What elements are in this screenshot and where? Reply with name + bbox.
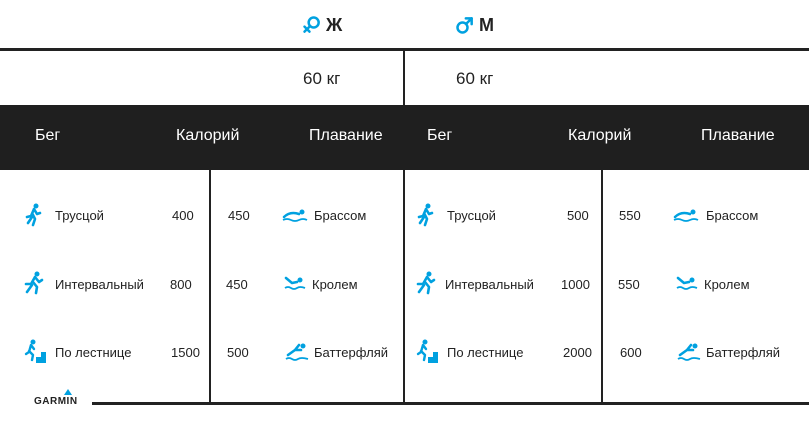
jogging-icon xyxy=(416,203,436,227)
male-run-header: Бег xyxy=(427,127,453,144)
interval-running-icon xyxy=(416,271,436,295)
jogging-icon xyxy=(24,203,44,227)
female-swim-calories-3: 500 xyxy=(227,345,249,360)
male-run-calories-3: 2000 xyxy=(563,345,592,360)
female-run-calories-2: 800 xyxy=(170,277,192,292)
female-header xyxy=(302,10,342,40)
male-column-divider xyxy=(601,170,603,404)
garmin-logo xyxy=(34,396,78,407)
female-column-divider xyxy=(209,170,211,404)
female-run-label-1: Трусцой xyxy=(55,208,104,223)
butterfly-icon xyxy=(677,341,701,361)
male-run-calories-2: 1000 xyxy=(561,277,590,292)
breaststroke-icon xyxy=(673,208,699,222)
male-swim-calories-2: 550 xyxy=(618,277,640,292)
male-swim-calories-1: 550 xyxy=(619,208,641,223)
male-header xyxy=(455,10,494,40)
male-swim-header: Плавание xyxy=(701,127,775,144)
female-symbol-icon xyxy=(302,13,322,37)
female-calories-header: Калорий xyxy=(176,127,240,144)
male-run-label-3: По лестнице xyxy=(447,345,524,360)
female-run-header: Бег xyxy=(35,127,61,144)
female-run-calories-3: 1500 xyxy=(171,345,200,360)
female-run-calories-1: 400 xyxy=(172,208,194,223)
gender-divider xyxy=(403,170,405,404)
header-band xyxy=(0,105,809,170)
female-run-label-2: Интервальный xyxy=(55,277,144,292)
male-run-calories-1: 500 xyxy=(567,208,589,223)
male-swim-calories-3: 600 xyxy=(620,345,642,360)
male-swim-label-1: Брассом xyxy=(706,208,759,223)
female-run-label-3: По лестнице xyxy=(55,345,132,360)
female-label: Ж xyxy=(326,14,343,35)
stairs-running-icon xyxy=(24,339,50,363)
breaststroke-icon xyxy=(282,208,308,222)
butterfly-icon xyxy=(285,341,309,361)
male-run-label-2: Интервальный xyxy=(445,277,534,292)
male-calories-header: Калорий xyxy=(568,127,632,144)
female-weight: 60 кг xyxy=(303,69,341,88)
crawl-icon xyxy=(284,275,306,291)
female-swim-label-2: Кролем xyxy=(312,277,358,292)
weight-divider xyxy=(403,50,405,105)
female-swim-header: Плавание xyxy=(309,127,383,144)
stairs-running-icon xyxy=(416,339,442,363)
male-swim-label-3: Баттерфляй xyxy=(706,345,780,360)
interval-running-icon xyxy=(24,271,44,295)
garmin-triangle-icon xyxy=(64,389,72,395)
male-label: М xyxy=(479,14,494,35)
female-swim-calories-2: 450 xyxy=(226,277,248,292)
male-symbol-icon xyxy=(455,13,475,37)
bottom-rule xyxy=(92,402,809,405)
male-run-label-1: Трусцой xyxy=(447,208,496,223)
female-swim-label-1: Брассом xyxy=(314,208,367,223)
male-weight: 60 кг xyxy=(456,69,494,88)
female-swim-label-3: Баттерфляй xyxy=(314,345,388,360)
male-swim-label-2: Кролем xyxy=(704,277,750,292)
garmin-logo-text: GARMIN xyxy=(34,396,78,407)
crawl-icon xyxy=(676,275,698,291)
female-swim-calories-1: 450 xyxy=(228,208,250,223)
